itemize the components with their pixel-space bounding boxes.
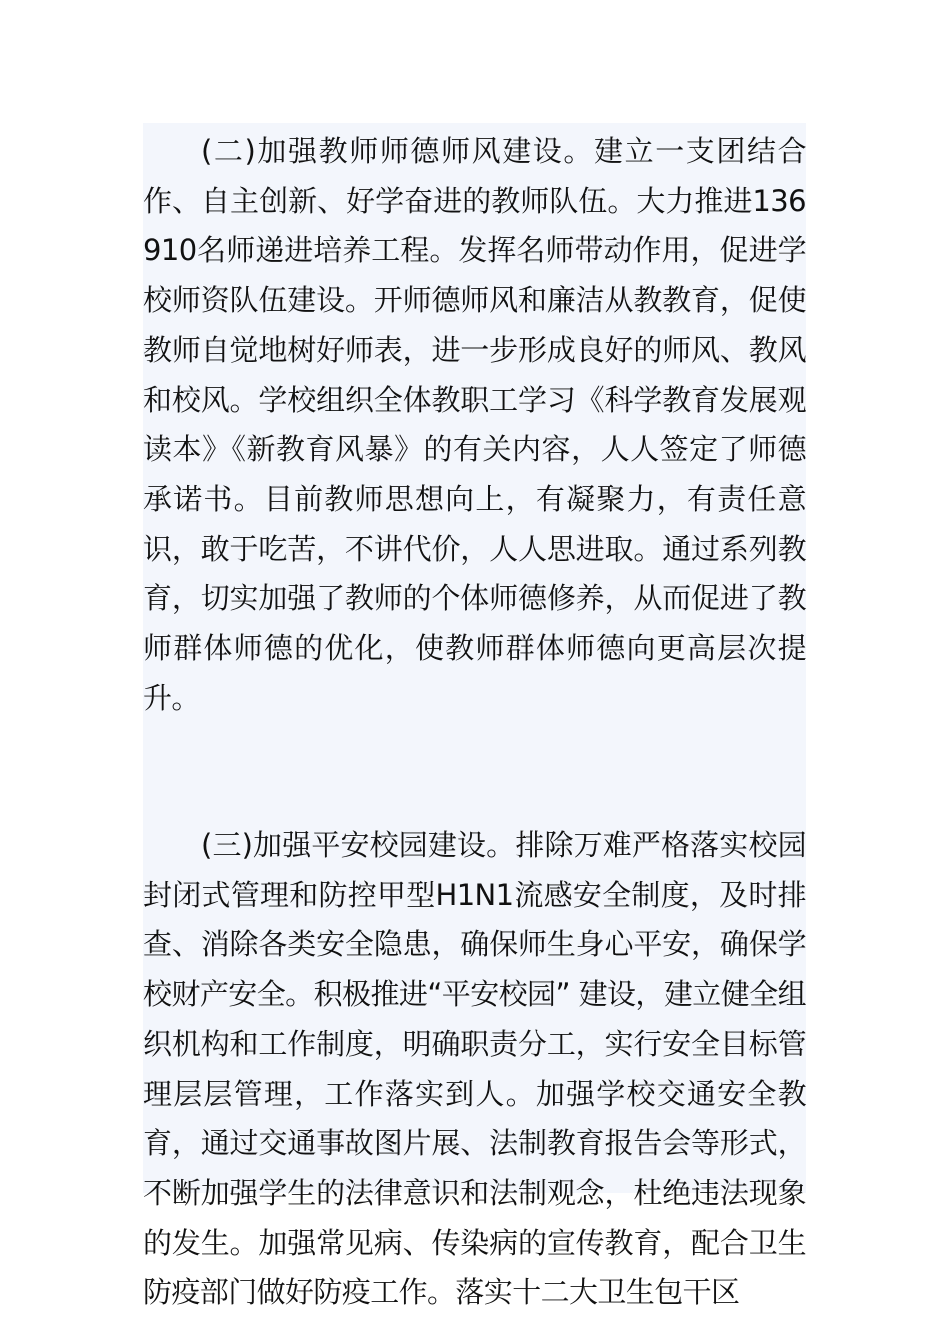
paragraph-campus-safety: (三)加强平安校园建设。排除万难严格落实校园封闭式管理和防控甲型H1N1流感安全制度，及时排查、消除各类安全隐患，确保师生身心平安，确保学校财产安全。积极推进“平安校园” 建设，建立健全组织机构和工作制度，明确职责分工，实行安全目标管理层层管理，工作落实到人。加强学校交通安全教育，通过交通事故图片展、法制教育报告会等形式，不断加强学生的法律意识和法制观念，杜绝违法现象的发生。加强常见病、传染病的宣传教育，配合卫生防疫部门做好防疫工作。落实十二大卫生包干区	[143, 828, 806, 1310]
document-text-block	[143, 123, 806, 1310]
paragraph-teacher-ethics: (二)加强教师师德师风建设。建立一支团结合作、自主创新、好学奋进的教师队伍。大力推进136910名师递进培养工程。发挥名师带动作用，促进学校师资队伍建设。开师德师风和廉洁从教教育，促使教师自觉地树好师表，进一步形成良好的师风、教风和校风。学校组织全体教职工学习《科学教育发展观读本》《新教育风暴》的有关内容，人人签定了师德承诺书。目前教师思想向上，有凝聚力，有责任意识，敢于吃苦，不讲代价，人人思进取。通过系列教育，切实加强了教师的个体师德修养，从而促进了教师群体师德的优化，使教师群体师德向更高层次提升。	[143, 134, 806, 715]
